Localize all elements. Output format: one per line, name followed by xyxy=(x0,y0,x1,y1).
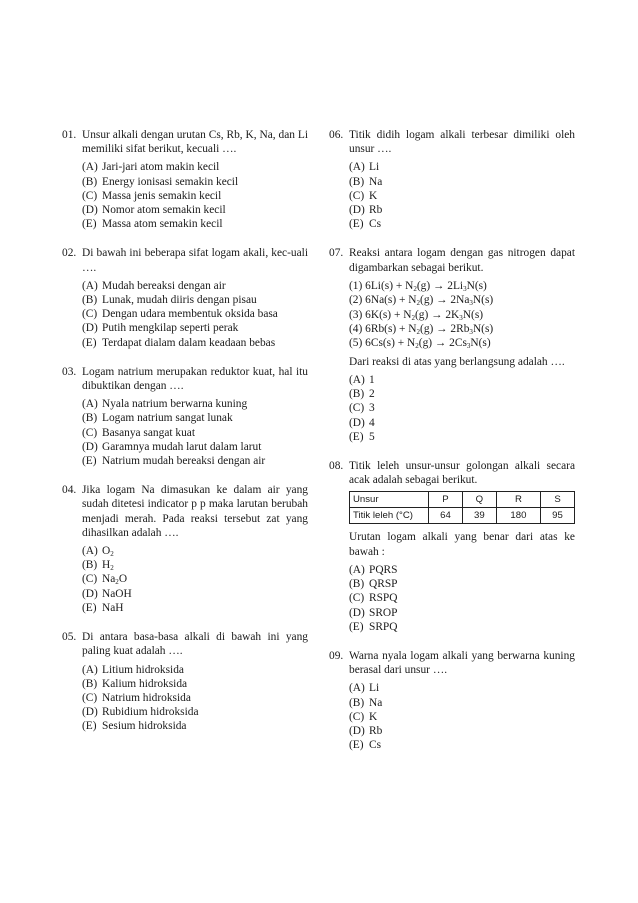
question-number: 05. xyxy=(62,631,77,644)
option-letter: (B) xyxy=(349,696,365,709)
reaction-part: N(s) xyxy=(466,279,487,292)
option-text: Basanya sangat kuat xyxy=(102,426,195,439)
formula-tail: O xyxy=(118,573,128,586)
option-letter: (E) xyxy=(349,430,364,443)
answer-option xyxy=(349,563,575,577)
table-cell: R xyxy=(496,492,540,508)
reaction-part: 6Cs(s) + N xyxy=(365,337,416,350)
option-letter: (B) xyxy=(82,294,98,307)
reaction-subscript: 3 xyxy=(459,313,463,322)
option-letter: (A) xyxy=(82,545,98,558)
reaction-equation xyxy=(349,308,575,322)
option-text: 1 xyxy=(369,374,375,387)
question-07 xyxy=(329,246,575,444)
answer-option xyxy=(349,430,575,444)
option-text: Garamnya mudah larut dalam larut xyxy=(102,440,262,453)
table-cell: 95 xyxy=(541,508,575,524)
option-letter: (B) xyxy=(82,412,98,425)
option-text: Natrium hidroksida xyxy=(102,691,191,704)
answer-option xyxy=(349,160,575,174)
option-letter: (A) xyxy=(82,663,98,676)
option-text: RSPQ xyxy=(369,592,398,605)
question-stem: Jika logam Na dimasukan ke dalam air yang sudah ditetesi indicator p p maka larutan berubah menjadi merah. Pada reaksi tersebut zat yang dihasilkan adalah …. xyxy=(82,484,308,539)
formula-base: O xyxy=(102,545,111,558)
answer-option xyxy=(349,724,575,738)
answer-option xyxy=(82,544,308,558)
option-text: K xyxy=(369,710,378,723)
table-header-row xyxy=(350,492,575,508)
reaction-part: 6Na(s) + N xyxy=(365,294,417,307)
answer-option xyxy=(82,397,308,411)
option-text: Natrium mudah bereaksi dengan air xyxy=(102,455,266,468)
question-number: 08. xyxy=(329,460,344,473)
option-text: Putih mengkilap seperti perak xyxy=(102,322,239,335)
option-letter: (B) xyxy=(82,677,98,690)
formula xyxy=(102,559,114,571)
option-letter: (E) xyxy=(349,620,364,633)
option-text: K xyxy=(369,189,378,202)
option-text: Mudah bereaksi dengan air xyxy=(102,279,226,292)
option-letter: (B) xyxy=(82,175,98,188)
table-cell: Q xyxy=(462,492,496,508)
reaction-part: (g) → 2Rb xyxy=(420,323,470,336)
question-06 xyxy=(329,128,575,231)
option-text: SROP xyxy=(369,606,398,619)
answer-option xyxy=(82,572,308,586)
question-01 xyxy=(62,128,308,231)
reaction-part: N(s) xyxy=(472,323,494,336)
reaction-subscript: 2 xyxy=(416,299,421,307)
answer-option xyxy=(349,620,575,634)
table-cell: P xyxy=(429,492,463,508)
table-cell: Titik leleh (°C) xyxy=(350,508,429,524)
table-cell: S xyxy=(541,492,575,508)
option-letter: (A) xyxy=(82,161,98,174)
answer-option xyxy=(82,705,308,719)
option-text: Energy ionisasi semakin kecil xyxy=(102,175,239,188)
answer-option xyxy=(82,160,308,174)
answer-option xyxy=(349,591,575,605)
option-text: Cs xyxy=(369,739,382,752)
reaction-equation xyxy=(349,293,575,307)
option-letter: (C) xyxy=(82,426,98,439)
answer-option xyxy=(349,175,575,189)
answer-option xyxy=(82,203,308,217)
answer-option xyxy=(349,738,575,752)
answer-option xyxy=(82,558,308,572)
answer-option xyxy=(349,681,575,695)
question-stem: Logam natrium merupakan reduktor kuat, hal itu dibuktikan dengan …. xyxy=(82,365,308,393)
option-letter: (E) xyxy=(349,218,364,231)
reaction-part: (g) → 2Cs xyxy=(418,337,467,350)
reaction-equation xyxy=(349,322,575,336)
answer-option xyxy=(82,454,308,468)
formula xyxy=(102,588,132,600)
option-letter: (C) xyxy=(82,573,98,586)
question-09 xyxy=(329,649,575,752)
reaction-number: (5) xyxy=(349,337,363,350)
option-text: Na xyxy=(369,175,383,188)
answer-option xyxy=(82,293,308,307)
option-letter: (E) xyxy=(349,739,364,752)
table-cell: 39 xyxy=(462,508,496,524)
option-text: Litium hidroksida xyxy=(102,663,184,676)
option-letter: (E) xyxy=(82,336,97,349)
option-text: Logam natrium sangat lunak xyxy=(102,412,233,425)
option-text: 3 xyxy=(369,402,375,415)
formula-subscript: 2 xyxy=(115,578,119,587)
option-letter: (D) xyxy=(82,440,98,453)
option-text: Dengan udara membentuk oksida basa xyxy=(102,308,278,321)
table-row xyxy=(350,508,575,524)
melting-point-table xyxy=(349,491,575,524)
option-letter: (D) xyxy=(349,416,365,429)
reaction-part: N(s) xyxy=(472,294,494,307)
question-number: 01. xyxy=(62,129,77,141)
option-text: Massa jenis semakin kecil xyxy=(102,189,222,202)
option-text: Massa atom semakin kecil xyxy=(102,218,223,231)
question-stem: Di antara basa-basa alkali di bawah ini yang paling kuat adalah …. xyxy=(82,631,308,658)
question-08 xyxy=(329,459,575,634)
formula-subscript: 2 xyxy=(110,564,114,573)
reaction-subscript: 2 xyxy=(415,342,419,351)
option-letter: (A) xyxy=(82,279,98,292)
reaction-subscript: 2 xyxy=(416,327,421,336)
reaction-subscript: 2 xyxy=(411,313,415,322)
answer-option xyxy=(349,710,575,724)
option-letter: (C) xyxy=(349,402,365,415)
answer-option xyxy=(349,401,575,415)
reaction-part: N(s) xyxy=(470,337,491,350)
option-text: SRPQ xyxy=(369,620,398,633)
question-number: 03. xyxy=(62,365,77,378)
answer-option xyxy=(349,217,575,231)
question-05 xyxy=(62,630,308,733)
option-text: Jari-jari atom makin kecil xyxy=(102,161,220,174)
option-letter: (A) xyxy=(82,398,98,411)
option-letter: (D) xyxy=(82,322,98,335)
option-text: Lunak, mudah diiris dengan pisau xyxy=(102,294,257,307)
option-letter: (C) xyxy=(349,592,365,605)
option-text: Nomor atom semakin kecil xyxy=(102,204,226,217)
option-letter: (C) xyxy=(349,710,365,723)
reaction-subscript: 3 xyxy=(469,327,473,336)
table-cell: 64 xyxy=(429,508,463,524)
question-number: 04. xyxy=(62,484,77,497)
option-text: 5 xyxy=(369,430,375,443)
answer-option xyxy=(349,416,575,430)
answer-option xyxy=(82,440,308,454)
right-column xyxy=(329,128,575,767)
table-cell: 180 xyxy=(496,508,540,524)
reaction-number: (2) xyxy=(349,294,363,307)
formula xyxy=(102,545,114,557)
option-letter: (A) xyxy=(349,161,365,174)
option-letter: (E) xyxy=(82,720,97,733)
formula-base: NaH xyxy=(102,601,124,614)
reaction-equation xyxy=(349,279,575,293)
answer-option xyxy=(349,203,575,217)
answer-option xyxy=(82,601,308,615)
question-stem: Unsur alkali dengan urutan Cs, Rb, K, Na, dan Li memiliki sifat berikut, kecuali …. xyxy=(82,129,308,156)
question-stem: Warna nyala logam alkali yang berwarna kuning berasal dari unsur …. xyxy=(349,649,575,677)
option-letter: (C) xyxy=(82,189,98,202)
option-text: Li xyxy=(369,161,380,174)
question-number: 07. xyxy=(329,247,344,260)
left-column xyxy=(62,128,308,749)
option-text: Terdapat dialam dalam keadaan bebas xyxy=(102,336,276,349)
option-text: PQRS xyxy=(369,563,398,576)
formula-base: H xyxy=(102,559,111,572)
answer-option xyxy=(349,606,575,620)
option-letter: (C) xyxy=(349,189,365,202)
option-text: Cs xyxy=(369,218,382,231)
question-03 xyxy=(62,365,308,468)
reaction-part: 6Rb(s) + N xyxy=(365,323,417,336)
answer-option xyxy=(349,577,575,591)
reaction-part: (g) → 2Li xyxy=(416,279,464,292)
option-text: Nyala natrium berwarna kuning xyxy=(102,398,248,411)
option-text: Rb xyxy=(369,204,383,217)
formula xyxy=(102,602,124,614)
reaction-part: (g) → 2Na xyxy=(420,294,470,307)
option-letter: (D) xyxy=(82,706,98,719)
question-number: 06. xyxy=(329,129,344,141)
reaction-part: 6K(s) + N xyxy=(365,308,412,321)
option-text: 2 xyxy=(369,388,375,401)
reaction-subscript: 2 xyxy=(413,284,417,293)
answer-option xyxy=(349,696,575,710)
option-letter: (A) xyxy=(349,563,365,576)
option-letter: (C) xyxy=(82,308,98,321)
option-text: Kalium hidroksida xyxy=(102,677,188,690)
answer-option xyxy=(82,677,308,691)
option-letter: (E) xyxy=(82,455,97,468)
option-letter: (B) xyxy=(349,578,365,591)
answer-option xyxy=(82,321,308,335)
formula-base: Na xyxy=(102,573,116,586)
option-text: Rb xyxy=(369,724,383,737)
option-letter: (B) xyxy=(349,175,365,188)
reaction-subscript: 3 xyxy=(469,299,473,307)
question-followup: Dari reaksi di atas yang berlangsung adalah …. xyxy=(349,355,565,368)
answer-option xyxy=(82,691,308,705)
option-letter: (B) xyxy=(82,559,98,572)
reaction-number: (3) xyxy=(349,308,363,321)
question-followup: Urutan logam alkali yang benar dari atas ke bawah : xyxy=(349,531,575,558)
answer-option xyxy=(349,189,575,203)
reaction-part: (g) → 2K xyxy=(414,308,460,321)
option-letter: (E) xyxy=(82,601,97,614)
option-text: 4 xyxy=(369,416,375,429)
answer-option xyxy=(82,426,308,440)
question-stem: Di bawah ini beberapa sifat logam akali, kec-uali …. xyxy=(82,247,308,274)
reaction-equation xyxy=(349,336,575,350)
option-letter: (A) xyxy=(349,374,365,387)
question-number: 02. xyxy=(62,247,77,260)
option-text: Li xyxy=(369,682,380,695)
answer-option xyxy=(82,217,308,231)
formula-subscript: 2 xyxy=(110,549,114,558)
question-stem: Titik didih logam alkali terbesar dimiliki oleh unsur …. xyxy=(349,129,575,156)
question-04 xyxy=(62,483,308,615)
answer-option xyxy=(82,411,308,425)
answer-option xyxy=(82,336,308,350)
formula xyxy=(102,573,127,585)
option-letter: (D) xyxy=(349,724,365,737)
reaction-part: 6Li(s) + N xyxy=(365,279,414,292)
answer-option xyxy=(82,189,308,203)
formula-base: NaOH xyxy=(102,587,132,600)
answer-option xyxy=(82,279,308,293)
option-letter: (D) xyxy=(349,204,365,217)
question-stem: Reaksi antara logam dengan gas nitrogen dapat digambarkan sebagai berikut. xyxy=(349,247,575,274)
answer-option xyxy=(349,387,575,401)
reaction-subscript: 3 xyxy=(463,284,467,293)
reaction-number: (1) xyxy=(349,279,363,292)
option-text: Na xyxy=(369,696,383,709)
option-text: Rubidium hidroksida xyxy=(102,706,199,719)
reaction-part: N(s) xyxy=(462,308,484,321)
question-stem: Titik leleh unsur-unsur golongan alkali secara acak adalah sebagai berikut. xyxy=(349,460,575,487)
answer-option xyxy=(82,175,308,189)
answer-option xyxy=(349,373,575,387)
answer-option xyxy=(82,307,308,321)
question-number: 09. xyxy=(329,649,344,662)
option-text: Sesium hidroksida xyxy=(102,720,187,733)
answer-option xyxy=(82,719,308,733)
option-letter: (A) xyxy=(349,682,365,695)
reaction-subscript: 3 xyxy=(466,342,471,351)
option-letter: (D) xyxy=(349,606,365,619)
reaction-number: (4) xyxy=(349,323,363,336)
answer-option xyxy=(82,663,308,677)
option-letter: (D) xyxy=(82,204,98,217)
answer-option xyxy=(82,587,308,601)
option-text: QRSP xyxy=(369,578,398,591)
option-letter: (C) xyxy=(82,691,98,704)
option-letter: (E) xyxy=(82,218,97,231)
option-letter: (B) xyxy=(349,388,365,401)
table-cell: Unsur xyxy=(350,492,429,508)
option-letter: (D) xyxy=(82,587,98,600)
question-02 xyxy=(62,246,308,349)
